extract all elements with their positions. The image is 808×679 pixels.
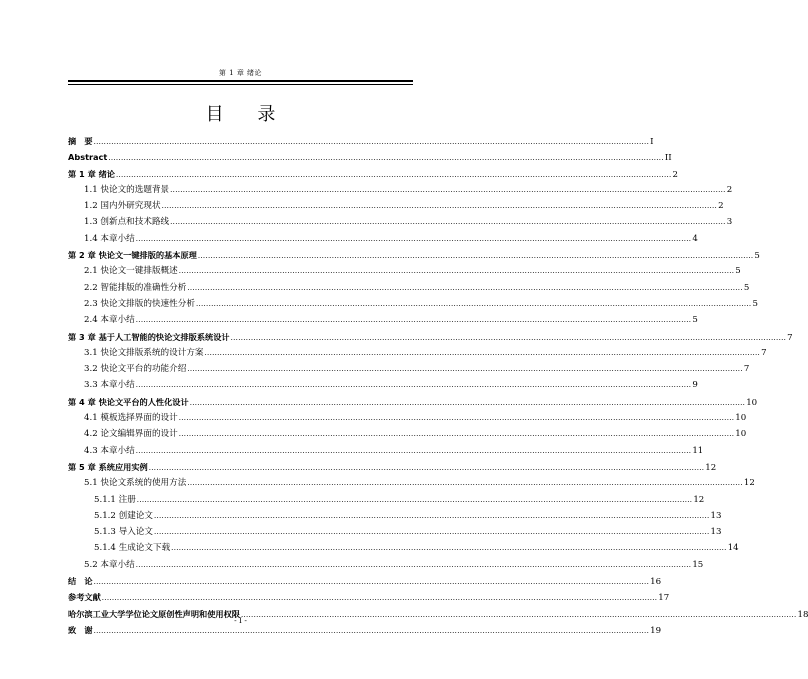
toc-dot-leader: ............................................................................................................................................................................................................................ [178,414,735,423]
toc-entry[interactable] [68,133,654,149]
toc-entry-title: 4.3 本章小结 [84,445,135,456]
page-number: - I - [234,616,247,625]
toc-entry-title: 4.1 模板选择界面的设计 [84,413,178,424]
toc-entry[interactable] [68,231,698,247]
toc-entry[interactable] [68,361,750,377]
toc-entry[interactable] [68,475,755,491]
toc-entry-page: 2 [672,169,678,180]
toc-dot-leader: ............................................................................................................................................................................................................................ [135,446,692,455]
toc-dot-leader: ............................................................................................................................................................................................................................ [135,234,692,243]
toc-dot-leader: ............................................................................................................................................................................................................................ [189,398,746,407]
toc-dot-leader: ............................................................................................................................................................................................................................ [93,626,650,635]
toc-entry[interactable] [68,540,739,556]
toc-entry-page: 2 [726,184,733,195]
toc-entry[interactable] [68,394,758,410]
toc-entry[interactable] [68,166,678,182]
toc-entry-title: 摘 要 [68,136,93,146]
toc-entry-page: 14 [727,543,739,554]
toc-entry[interactable] [68,573,662,589]
toc-entry-page: 5 [754,251,760,262]
toc-entry[interactable] [68,426,747,442]
toc-dot-leader: ............................................................................................................................................................................................................................ [135,381,692,390]
toc-dot-leader: ............................................................................................................................................................................................................................ [204,348,761,357]
toc-entry-title: 3.1 快论文排版系统的设计方案 [84,347,204,358]
toc-entry[interactable] [68,443,704,459]
toc-entry-page: 10 [735,413,747,424]
toc-entry-title: Abstract [68,152,108,163]
toc-entry[interactable] [68,214,733,230]
toc-entry-page: 13 [710,527,722,538]
toc-entry[interactable] [68,312,698,328]
toc-entry-title: 4.2 论文编辑界面的设计 [84,429,178,440]
toc-dot-leader: ............................................................................................................................................................................................................................ [116,170,672,179]
toc-entry[interactable] [68,524,722,540]
toc-entry-title: 2.1 快论文一键排版概述 [84,266,178,277]
toc-entry-page: 7 [787,332,793,343]
toc-entry-title: 2.2 智能排版的准确性分析 [84,282,187,293]
toc-entry-title: 第 5 章 系统应用实例 [68,461,148,472]
toc-entry-page: II [664,153,672,164]
toc-dot-leader: ............................................................................................................................................................................................................................ [187,365,743,374]
toc-entry-title: 5.1.3 导入论文 [94,527,153,538]
toc-entry-page: 2 [718,201,724,212]
toc-entry-page: 7 [761,347,767,358]
toc-entry-title: 1.3 创新点和技术路线 [84,217,170,228]
toc-dot-leader: ............................................................................................................................................................................................................................ [101,594,658,603]
toc-entry-page: 17 [658,593,670,604]
toc-entry-page: 5 [752,298,758,309]
toc-entry-title: 第 1 章 绪论 [68,168,115,179]
toc-entry-page: 7 [743,364,750,375]
toc-entry-title: 1.4 本章小结 [84,233,135,244]
toc-entry-page: 11 [692,445,704,456]
toc-entry[interactable] [68,492,705,508]
toc-entry-title: 3.3 本章小结 [84,380,135,391]
toc-entry[interactable] [68,182,733,198]
toc-dot-leader: ............................................................................................................................................................................................................................ [153,528,710,537]
toc-entry-page: 3 [726,217,733,228]
toc-dot-leader: ............................................................................................................................................................................................................................ [153,511,710,520]
toc-entry-title: 2.3 快论文排版的快速性分析 [84,298,195,309]
toc-entry-page: 5 [735,266,741,277]
toc-entry[interactable] [68,377,698,393]
toc-entry-page: 4 [692,233,698,244]
toc-entry-title: 5.1.4 生成论文下载 [94,543,171,554]
toc-entry-page: 16 [650,577,662,588]
toc-entry-page: 10 [746,397,758,408]
toc-dot-leader: ............................................................................................................................................................................................................................ [195,299,752,308]
toc-entry[interactable] [68,557,704,573]
toc-entry-page: 13 [710,510,722,521]
toc-dot-leader: ............................................................................................................................................................................................................................ [197,252,754,261]
toc-entry-title: 1.2 国内外研究现状 [84,201,161,212]
toc-entry-page: 19 [650,625,662,636]
toc-entry[interactable] [68,508,722,524]
toc-entry-title: 5.1 快论文系统的使用方法 [84,478,187,489]
toc-dot-leader: ............................................................................................................................................................................................................................ [230,333,787,342]
toc-dot-leader: ............................................................................................................................................................................................................................ [178,267,735,276]
header-rule-thick [68,80,413,82]
toc-entry-title: 1.1 快论文的选题背景 [84,184,170,195]
toc-dot-leader: ............................................................................................................................................................................................................................ [136,495,693,504]
toc-entry-page: 5 [743,282,750,293]
toc-dot-leader: ............................................................................................................................................................................................................................ [135,560,692,569]
toc-entry[interactable] [68,247,760,263]
toc-entry-page: 12 [743,478,755,489]
toc-entry-page: 18 [797,609,808,620]
toc-entry-title: 哈尔滨工业大学学位论文原创性声明和使用权限 [68,608,240,619]
toc-entry-title: 第 2 章 快论文一键排版的基本原理 [68,250,197,261]
toc-dot-leader: ............................................................................................................................................................................................................................ [108,154,664,163]
toc-entry-page: 9 [692,380,698,391]
toc-dot-leader: ............................................................................................................................................................................................................................ [240,610,797,619]
toc-entry[interactable] [68,263,741,279]
toc-entry-title: 5.2 本章小结 [84,559,135,570]
toc-entry-title: 3.2 快论文平台的功能介绍 [84,364,187,375]
toc-entry-title: 结 论 [68,576,93,587]
toc-dot-leader: ............................................................................................................................................................................................................................ [171,544,727,553]
toc-entry-title: 参考文献 [68,592,101,603]
toc-entry-title: 5.1.1 注册 [94,494,136,505]
toc-dot-leader: ............................................................................................................................................................................................................................ [170,185,726,194]
toc-entry[interactable] [68,459,717,475]
toc-entry-page: I [650,137,654,147]
toc-dot-leader: ............................................................................................................................................................................................................................ [93,138,650,146]
toc-entry-title: 2.4 本章小结 [84,315,135,326]
toc-entry[interactable] [68,296,758,312]
toc-dot-leader: ............................................................................................................................................................................................................................ [187,283,743,292]
toc-entry[interactable] [68,589,670,605]
toc-entry-title: 致 谢 [68,624,93,635]
running-header: 第 1 章 绪论 [218,69,263,77]
toc-entry-page: 10 [735,429,747,440]
toc-dot-leader: ............................................................................................................................................................................................................................ [93,578,650,587]
toc-entry-title: 第 4 章 快论文平台的人性化设计 [68,396,189,407]
toc-entry-page: 5 [692,315,698,326]
toc-entry[interactable] [68,149,672,165]
toc-entry[interactable] [68,198,724,214]
toc-entry-page: 12 [705,462,717,473]
toc-dot-leader: ............................................................................................................................................................................................................................ [135,316,692,325]
header-rule-thin [68,84,413,85]
toc-dot-leader: ............................................................................................................................................................................................................................ [170,218,726,227]
toc-dot-leader: ............................................................................................................................................................................................................................ [161,202,718,211]
toc-entry[interactable] [68,280,750,296]
toc-entry[interactable] [68,410,747,426]
toc-entry-title: 5.1.2 创建论文 [94,510,153,521]
table-of-contents [68,133,808,638]
toc-entry[interactable] [68,329,793,345]
toc-entry-title: 第 3 章 基于人工智能的快论文排版系统设计 [68,331,230,342]
toc-entry-page: 12 [693,494,705,505]
page-title: 目 录 [205,104,290,125]
toc-entry[interactable] [68,345,767,361]
toc-dot-leader: ............................................................................................................................................................................................................................ [187,479,743,488]
toc-dot-leader: ............................................................................................................................................................................................................................ [178,430,735,439]
toc-entry-page: 15 [692,559,704,570]
toc-dot-leader: ............................................................................................................................................................................................................................ [148,463,705,472]
